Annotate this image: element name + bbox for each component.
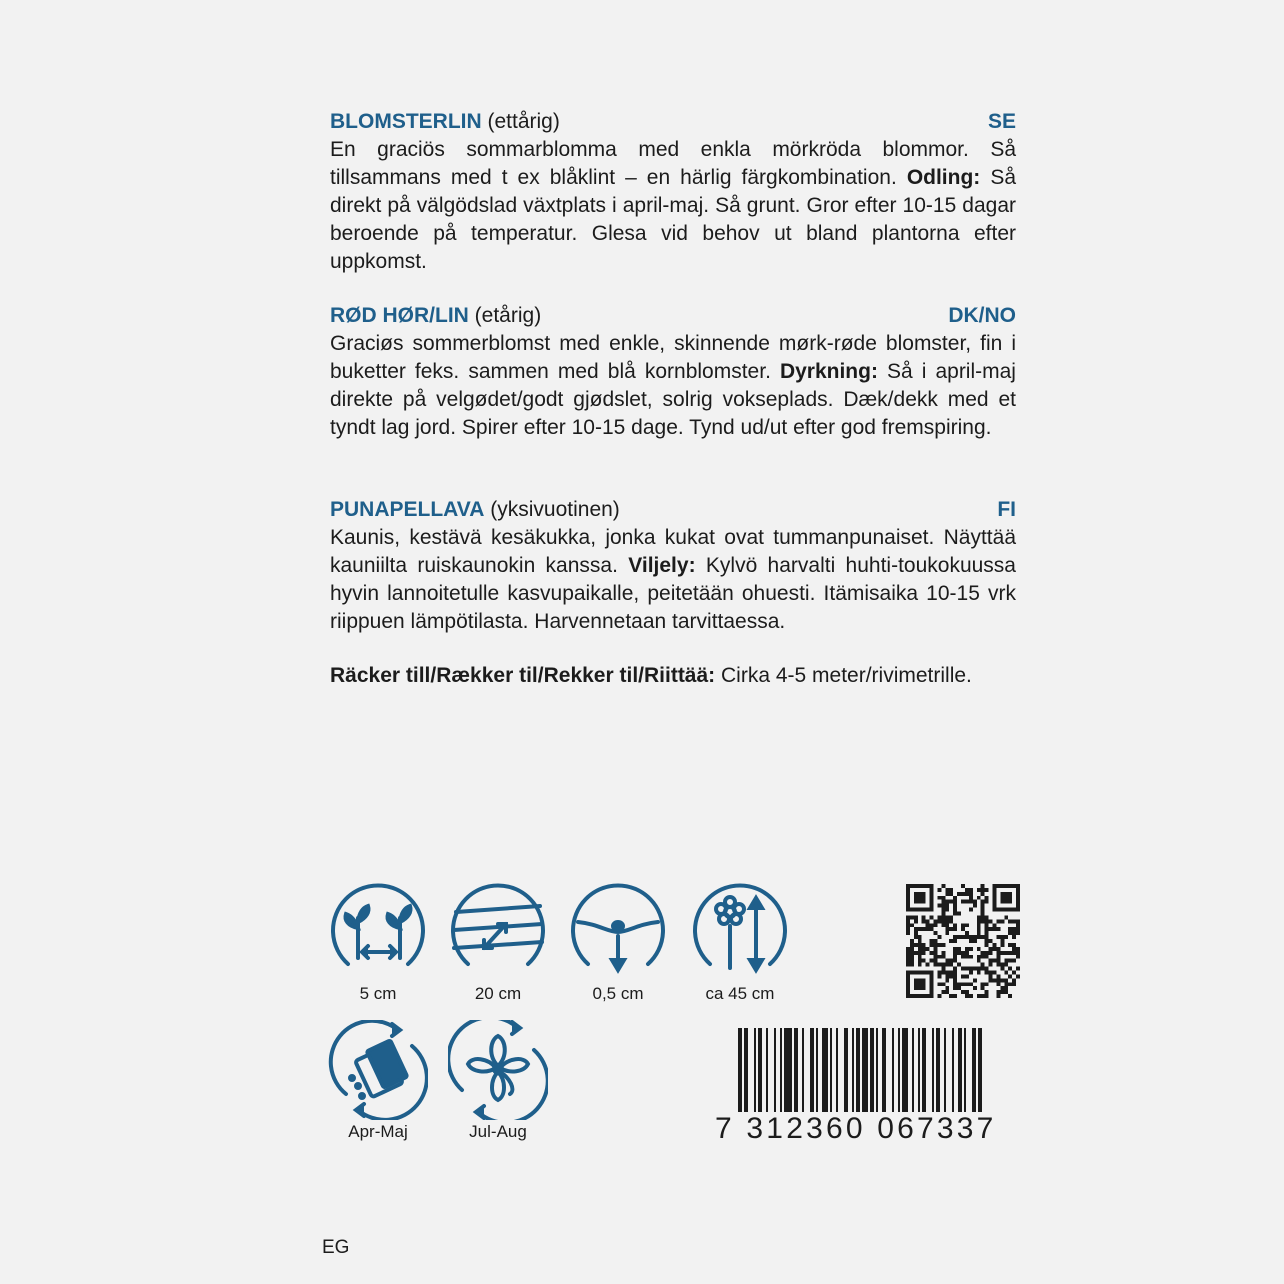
barcode-bar [802,1028,804,1120]
plant-height-caption: ca 45 cm [705,984,775,1003]
section-header [330,496,1016,524]
description-text: En graciös sommarblomma med enkla mörkröda blommor. Så tillsammans med t ex blåklint – en härlig färgkombination. [330,138,1016,189]
section-subtitle: (yksivuotinen) [490,498,620,521]
plant-height-icon [690,882,790,982]
barcode-bar [876,1028,878,1120]
barcode-bar [780,1028,782,1120]
barcode-bar [952,1028,954,1120]
section-body [330,330,1016,442]
section-body [330,136,1016,276]
section-subtitle: (etårig) [474,304,542,327]
sowing-time-icon [328,1020,428,1120]
section-heading [330,496,620,524]
barcode-bar [758,1028,762,1120]
row-spacing-item [446,882,550,1004]
cultivation-text: Så i april-maj direkte på velgødet/godt gjødslet, solrig vokseplads. Dæk/dekk med et tyndt lag jord. Spirer efter 10-15 dage. Tynd ud/ut efter god fremspiring. [330,360,1016,439]
barcode-bar [944,1028,946,1120]
barcode-bar [912,1028,914,1120]
language-code: FI [997,498,1016,521]
barcode-bar [830,1028,832,1120]
barcode-bar [816,1028,818,1120]
barcode-bar [902,1028,908,1120]
section-dk-no [330,302,1016,442]
sowing-depth-caption: 0,5 cm [592,984,644,1003]
section-heading [330,108,560,136]
barcode-bar [972,1028,976,1120]
plant-spacing-caption: 5 cm [359,984,397,1003]
section-subtitle: (ettårig) [487,110,560,133]
cultivation-text: Så direkt på välgödslad växtplats i april-maj. Så grunt. Gror efter 10-15 dagar beroende på temperatur. Glesa vid behov ut bland plantorna efter uppkomst. [330,166,1016,273]
barcode-bar [964,1028,966,1120]
barcode-bar [898,1028,900,1120]
sowing-depth-icon [568,882,668,982]
barcode-bar [922,1028,926,1120]
barcode-bar [958,1028,962,1120]
sowing-depth-item [566,882,670,1004]
section-fi [330,496,1016,636]
barcode-bar [774,1028,776,1120]
cultivation-label: Odling: [906,166,981,189]
barcode-bar [882,1028,886,1120]
flowering-time-caption: Jul-Aug [469,1122,527,1141]
barcode-bar [822,1028,828,1120]
cultivation-label: Dyrkning: [779,360,878,383]
yield-value: Cirka 4-5 meter/rivimetrille. [721,664,972,687]
section-title: BLOMSTERLIN [330,110,482,133]
description-text: Kaunis, kestävä kesäkukka, jonka kukat ovat tummanpunaiset. Näyttää kauniilta ruiskaunokin kanssa. [330,526,1016,577]
section-body [330,524,1016,636]
yield-info [330,662,1030,690]
barcode-bar [766,1028,768,1120]
barcode-bar [932,1028,934,1120]
section-heading [330,302,541,330]
plant-height-item [688,882,792,1004]
barcode-bar [892,1028,894,1120]
barcode-bar [836,1028,838,1120]
yield-label: Räcker till/Rækker til/Rekker til/Riittää: [330,664,716,687]
sowing-time-item [326,1020,430,1142]
barcode-bar [918,1028,920,1120]
barcode-bar [810,1028,814,1120]
section-se [330,108,1016,276]
barcode-bar [784,1028,792,1120]
footer-code: EG [322,1237,350,1258]
sowing-time-caption: Apr-Maj [348,1122,408,1141]
flowering-time-item [446,1020,550,1142]
plant-spacing-item [326,882,430,1004]
qr-code[interactable] [906,884,1020,998]
barcode-bar [852,1028,854,1120]
barcode-bar [754,1028,756,1120]
barcode-bar [936,1028,940,1120]
plant-spacing-icon [328,882,428,982]
flowering-time-icon [448,1020,548,1120]
section-header [330,302,1016,330]
barcode-bar [844,1028,848,1120]
description-text: Graciøs sommerblomst med enkle, skinnende mørk-røde blomster, fin i buketter feks. sammen med blå kornblomster. [330,332,1016,383]
row-spacing-icon [448,882,548,982]
language-code: DK/NO [948,304,1016,327]
barcode-number: 7 312360 067337 [715,1112,997,1145]
cultivation-text: Kylvö harvalti huhti-toukokuussa hyvin lannoitetulle kasvupaikalle, peitetään ohuesti. Itämisaika 10-15 vrk riippuen lämpötilasta. Harvennetaan tarvittaessa. [330,554,1016,633]
section-header [330,108,1016,136]
cultivation-label: Viljely: [628,554,696,577]
barcode-bar [794,1028,798,1120]
row-spacing-caption: 20 cm [474,984,522,1003]
language-code: SE [987,110,1016,133]
section-title: PUNAPELLAVA [330,498,485,521]
section-title: RØD HØR/LIN [330,304,469,327]
